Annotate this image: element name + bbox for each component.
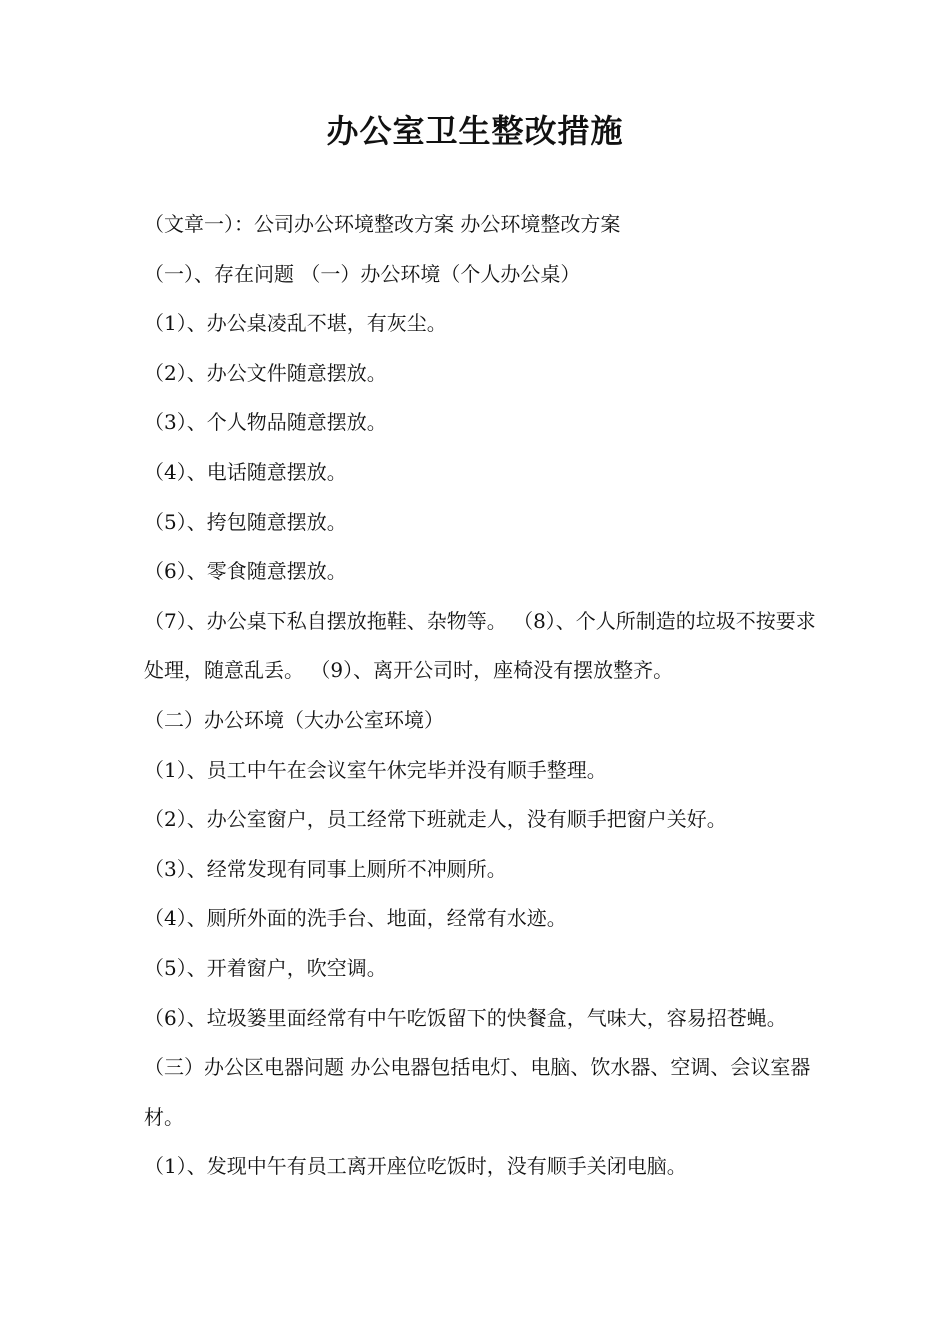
list-item: （3）、个人物品随意摆放。 xyxy=(144,410,387,435)
list-item: （1）、办公桌凌乱不堪，有灰尘。 xyxy=(144,311,447,336)
section-heading-2: （二）办公环境（大办公室环境） xyxy=(144,707,444,732)
list-item: （6）、零食随意摆放。 xyxy=(144,559,347,584)
list-item: （5）、挎包随意摆放。 xyxy=(144,509,347,534)
list-item: （3）、经常发现有同事上厕所不冲厕所。 xyxy=(144,856,507,881)
list-item: （1）、发现中午有员工离开座位吃饭时，没有顺手关闭电脑。 xyxy=(144,1154,687,1179)
list-item: （4）、电话随意摆放。 xyxy=(144,459,347,484)
list-item: （4）、厕所外面的洗手台、地面，经常有水迹。 xyxy=(144,906,567,931)
section-heading-1: （一）、存在问题 （一）办公环境（个人办公桌） xyxy=(144,261,581,286)
list-item-wrapped: （6）、垃圾篓里面经常有中午吃饭留下的快餐盒，气味大，容易招苍蝇。 （三）办公区电器问题 办公电器包括电灯、电脑、饮水器、空调、会议室器材。 xyxy=(144,1005,811,1129)
list-item: （1）、员工中午在会议室午休完毕并没有顺手整理。 xyxy=(144,757,607,782)
paragraph-intro: （文章一）：公司办公环境整改方案 办公环境整改方案 xyxy=(144,212,621,236)
list-item: （5）、开着窗户，吹空调。 xyxy=(144,955,387,980)
list-item-wrapped: （7）、办公桌下私自摆放拖鞋、杂物等。 （8）、个人所制造的垃圾不按要求处理，随意乱丢。 （9）、离开公司时，座椅没有摆放整齐。 xyxy=(144,608,816,683)
document-body xyxy=(144,200,820,1192)
list-item: （2）、办公室窗户，员工经常下班就走人，没有顺手把窗户关好。 xyxy=(144,807,727,832)
document-title: 办公室卫生整改措施 xyxy=(326,112,624,151)
list-item: （2）、办公文件随意摆放。 xyxy=(144,360,387,385)
